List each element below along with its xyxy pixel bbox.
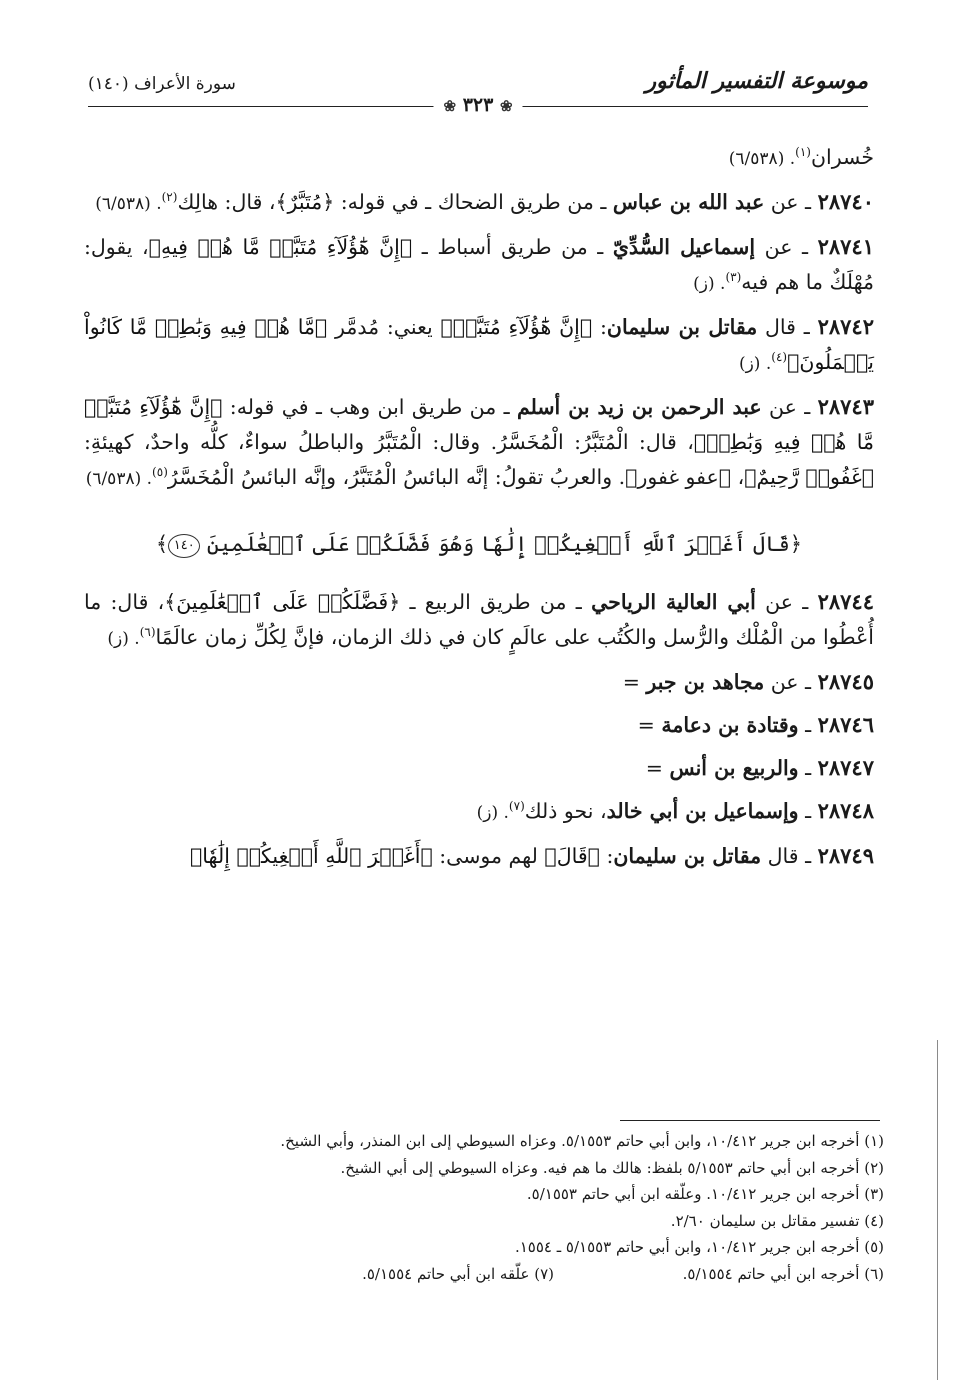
entry-number: ٢٨٧٤٨ (817, 798, 874, 823)
page-number: ٣٢٣ (462, 94, 494, 116)
verse-text: ﴿قَالَ أَغَيۡرَ ٱللَّهِ أَبۡغِيكُمۡ إِلَٰهٗا وَهُوَ فَضَّلَكُمۡ عَلَى ٱلۡعَٰلَمِينَ (206, 532, 803, 556)
narrator-name: عبد الرحمن بن زيد بن أسلم (516, 395, 762, 419)
footnote-marker[interactable]: (٢) (161, 190, 178, 205)
footnote-1: (١) أخرجه ابن جرير ١٠/٤١٢، وابن أبي حاتم ٥/١٥٥٣. وعزاه السيوطي إلى ابن المنذر، وأبي الشيخ. (280, 1132, 884, 1150)
narrator-name: والربيع بن أنس (669, 756, 799, 780)
narrator-name: وإسماعيل بن أبي خالد (606, 799, 799, 823)
footnote-2: (٢) أخرجه ابن أبي حاتم ٥/١٥٥٣ بلفظ: هالك ما هم فيه. وعزاه السيوطي إلى أبي الشيخ. (340, 1158, 884, 1177)
entry-number: ٢٨٧٤٦ (817, 712, 874, 737)
paragraph-28740: ٢٨٧٤٠ ـ عن عبد الله بن عباس ـ من طريق الضحاك ـ في قوله: ﴿مُتَبَّرٌ﴾، قال: هالِك$^{(٢)}$. (٦/٥٣٨) (95, 189, 874, 214)
paragraph-28745: ٢٨٧٤٥ ـ عن مجاهد بن جبر = (622, 669, 874, 694)
entry-number: ٢٨٧٤٠ (817, 189, 874, 214)
footnote-marker[interactable]: (٣) (725, 270, 742, 285)
footnote-4: (٤) تفسير مقاتل بن سليمان ٢/٦٠. (670, 1211, 884, 1230)
entry-number: ٢٨٧٤٤ (817, 589, 874, 614)
footnote-row-6-7 (84, 1261, 884, 1288)
footnote-marker[interactable]: (٦) (139, 625, 156, 640)
footnote-marker[interactable]: (١) (795, 145, 811, 160)
entry-number: ٢٨٧٤٥ (817, 669, 874, 694)
paragraph-28742: ٢٨٧٤٢ ـ قال مقاتل بن سليمان: ﴿إِنَّ هَٰٓؤُلَآءِ مُتَبَّرٞ﴾ يعني: مُدمَّر ﴿مَّا هُمۡ فِيهِ وَبَٰطِلٞ مَّا كَانُواْ يَعۡمَلُونَ﴾$^{(٤)}$. (ز) (84, 314, 874, 374)
quran-quote: ﴿مُتَبَّرٌ﴾ (275, 190, 335, 214)
footnote-6: (٦) أخرجه ابن أبي حاتم ٥/١٥٥٤. (682, 1264, 884, 1283)
quran-quote: ﴿إِنَّ هَٰٓؤُلَآءِ مُتَبَّرٞ﴾ (440, 315, 593, 339)
verse-close: ﴾ (155, 532, 169, 556)
paragraph-28744: ٢٨٧٤٤ ـ عن أبي العالية الرياحي ـ من طريق الربيع ـ ﴿فَضَّلَكُمۡ عَلَى ٱلۡعَٰلَمِينَ﴾، قال: ما أُعْطُوا من الْمُلْك والرُّسل والكُتُب على عالَمٍ كان في ذلك الزمان، فإنَّ لِكُلِّ زمان عالَمًا$^{(٦)}$. (ز) (84, 589, 874, 649)
page-edge-rule (937, 1040, 938, 1380)
footnote-marker[interactable]: (٧) (508, 799, 525, 814)
quran-quote: ﴿قَالَ﴾ (544, 844, 600, 868)
footnote-marker[interactable]: (٥) (152, 465, 168, 480)
narrator-name: مجاهد بن جبر (646, 670, 765, 694)
entry-number: ٢٨٧٤٧ (817, 755, 874, 780)
narrator-name: وقتادة بن دعامة (661, 713, 799, 737)
narrator-name: أبي العالية الرياحي (591, 590, 756, 614)
footnote-5: (٥) أخرجه ابن جرير ١٠/٤١٢، وابن أبي حاتم ٥/١٥٥٣ ـ ١٥٥٤. (514, 1238, 884, 1256)
main-text (84, 140, 874, 881)
surah-label: سورة الأعراف (١٤٠) (88, 74, 236, 94)
book-title: موسوعة التفسير المأثور (645, 68, 868, 94)
entry-number: ٢٨٧٤٣ (817, 394, 874, 419)
quran-quote: ﴿فَضَّلَكُمۡ عَلَى ٱلۡعَٰلَمِينَ﴾ (164, 590, 401, 614)
narrator-name: مقاتل بن سليمان (606, 315, 758, 339)
paragraph-28748: ٢٨٧٤٨ ـ وإسماعيل بن أبي خالد، نحو ذلك$^{(٧)}$. (ز) (476, 798, 874, 823)
right-ornament-icon: ❀ (443, 97, 457, 115)
quran-quote-2: ﴿مَّا هُمۡ فِيهِ وَبَٰطِلٞ مَّا كَانُواْ يَعۡمَلُونَ﴾ (84, 315, 874, 374)
entry-number: ٢٨٧٤٢ (817, 314, 874, 339)
footnote-marker[interactable]: (٤) (771, 350, 788, 365)
left-ornament-icon: ❀ (499, 97, 513, 115)
verse-heading (84, 527, 874, 562)
paragraph-28741: ٢٨٧٤١ ـ عن إسماعيل السُّدِّيّ ـ من طريق أسباط ـ ﴿إِنَّ هَٰٓؤُلَآءِ مُتَبَّرٞ مَّا هُمۡ فِيهِ﴾، يقول: مُهْلَكٌ ما هم فيه$^{(٣)}$. (ز) (84, 234, 874, 294)
narrator-name: مقاتل بن سليمان (613, 844, 762, 868)
verse-number-badge: ١٤٠ (168, 534, 200, 558)
footnote-3: (٣) أخرجه ابن جرير ١٠/٤١٢. وعلّقه ابن أبي حاتم ٥/١٥٥٣. (526, 1185, 884, 1203)
page-number-box (433, 94, 522, 116)
paragraph-0: خُسران$^{(١)}$. (٦/٥٣٨) (728, 145, 874, 169)
paragraph-28746: ٢٨٧٤٦ ـ وقتادة بن دعامة = (637, 712, 874, 737)
footnote-7: (٧) علّقه ابن أبي حاتم ٥/١٥٥٤. (362, 1264, 554, 1283)
quran-quote-2: ﴿غَفُورٞ رَّحِيمٌ﴾ (744, 465, 874, 489)
quran-quote-2: ﴿أَغَيۡرَ ٱللَّهِ أَبۡغِيكُمۡ إِلَٰهٗا﴾ (190, 844, 433, 868)
entry-number: ٢٨٧٤٩ (817, 843, 874, 868)
footnote-separator (620, 1120, 880, 1121)
narrator-name: إسماعيل السُّدِّيّ (612, 235, 756, 259)
page-header (88, 66, 868, 126)
paragraph-28749: ٢٨٧٤٩ ـ قال مقاتل بن سليمان: ﴿قَالَ﴾ لهم موسى: ﴿أَغَيۡرَ ٱللَّهِ أَبۡغِيكُمۡ إِلَٰهٗا﴾ (190, 843, 874, 868)
narrator-name: عبد الله بن عباس (612, 190, 765, 214)
paragraph-28743: ٢٨٧٤٣ ـ عن عبد الرحمن بن زيد بن أسلم ـ من طريق ابن وهب ـ في قوله: ﴿إِنَّ هَٰٓؤُلَآءِ مُتَبَّرٞ مَّا هُمۡ فِيهِ وَبَٰطِلٞ﴾، قال: الْمُتَبَّرُ: الْمُخَسَّرُ. وقال: الْمُتَبَّرُ والباطلُ سواءٌ، كلُّه واحدٌ، كهيئةِ: ﴿غَفُورٞ رَّحِيمٌ﴾، ﴿عفو غفور﴾. والعربُ تقولُ: إنَّه البائسُ الْمُتَبَّرُ، وإنَّه البائسُ الْمُخَسَّرُ$^{(٥)}$. (٦/٥٣٨) (84, 394, 874, 489)
quran-quote: ﴿إِنَّ هَٰٓؤُلَآءِ مُتَبَّرٞ مَّا هُمۡ فِيهِ﴾ (148, 235, 413, 259)
paragraph-28747: ٢٨٧٤٧ ـ والربيع بن أنس = (645, 755, 874, 780)
quran-quote: ﴿إِنَّ هَٰٓؤُلَآءِ مُتَبَّرٞ مَّا هُمۡ فِيهِ وَبَٰطِلٞ﴾ (84, 395, 874, 454)
footnotes (84, 1128, 884, 1287)
entry-number: ٢٨٧٤١ (817, 234, 874, 259)
